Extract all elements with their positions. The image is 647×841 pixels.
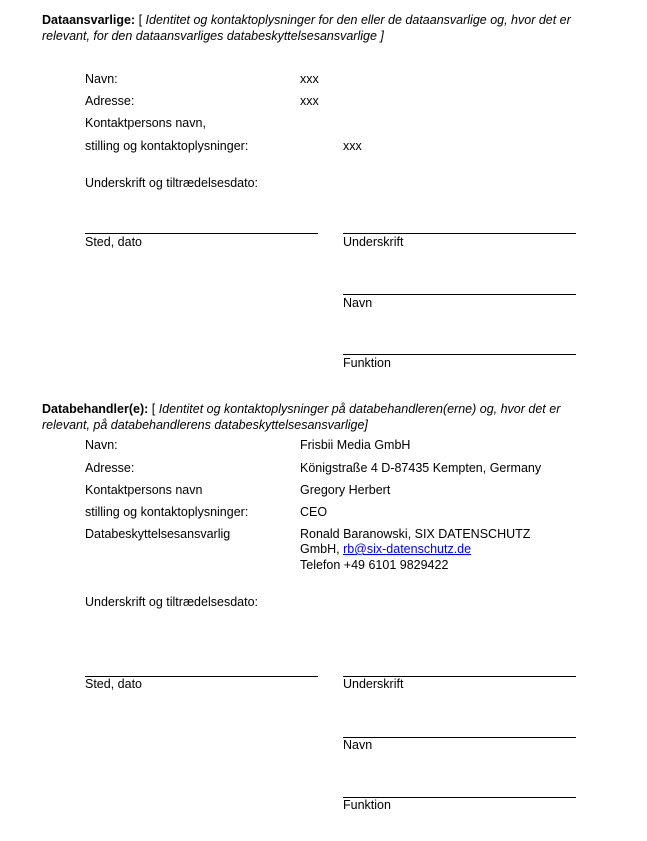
controller-place-date-caption: Sted, dato xyxy=(85,235,142,249)
processor-signature-caption: Underskrift xyxy=(343,677,404,691)
controller-address-value: xxx xyxy=(300,94,319,108)
controller-signature-date-label: Underskrift og tiltrædelsesdato: xyxy=(85,176,258,190)
processor-contact-value: Gregory Herbert xyxy=(300,483,391,497)
controller-name-line xyxy=(343,294,576,295)
processor-address-value: Königstraße 4 D-87435 Kempten, Germany xyxy=(300,461,542,475)
processor-dpo-line1: Ronald Baranowski, SIX DATENSCHUTZ xyxy=(300,527,531,541)
controller-name-caption: Navn xyxy=(343,296,373,310)
processor-dpo-phone: Telefon +49 6101 9829422 xyxy=(300,558,449,572)
processor-heading-bracket: [ xyxy=(148,402,159,416)
controller-contact-label-2: stilling og kontaktoplysninger: xyxy=(85,139,249,153)
processor-address-label: Adresse: xyxy=(85,461,135,475)
processor-dpo-label: Databeskyttelsesansvarlig xyxy=(85,527,231,541)
processor-dpo-email-link[interactable]: rb@six-datenschutz.de xyxy=(343,542,472,556)
processor-place-date-caption: Sted, dato xyxy=(85,677,142,691)
controller-name-label: Navn: xyxy=(85,72,118,86)
processor-dpo-line2 xyxy=(300,542,471,557)
controller-address-label: Adresse: xyxy=(85,94,135,108)
controller-heading-description: Identitet og kontaktoplysninger for den eller de dataansvarlige og, hvor det er relevant, for den dataansvarliges databeskyttelsesansvarlige ] xyxy=(42,13,571,43)
controller-name-value: xxx xyxy=(300,72,319,86)
processor-contact-label: Kontaktpersons navn xyxy=(85,483,203,497)
controller-contact-value: xxx xyxy=(343,139,362,153)
processor-heading-label: Databehandler(e): xyxy=(42,402,149,416)
processor-signature-date-label: Underskrift og tiltrædelsesdato: xyxy=(85,595,258,609)
processor-heading-description: Identitet og kontaktoplysninger på databehandleren(erne) og, hvor det er relevant, på databehandlerens databeskyttelsesansvarlige] xyxy=(42,402,561,432)
processor-title-value: CEO xyxy=(300,505,328,519)
controller-signature-line xyxy=(343,233,576,234)
controller-function-line xyxy=(343,354,576,355)
controller-contact-label-1: Kontaktpersons navn, xyxy=(85,116,206,130)
controller-function-caption: Funktion xyxy=(343,356,391,370)
processor-name-label: Navn: xyxy=(85,438,118,452)
controller-heading-bracket: [ xyxy=(135,13,146,27)
controller-heading xyxy=(42,12,602,44)
processor-name-caption: Navn xyxy=(343,738,373,752)
processor-heading xyxy=(42,401,602,433)
controller-place-date-line xyxy=(85,233,318,234)
processor-dpo-company-suffix: GmbH, xyxy=(300,542,344,556)
processor-function-caption: Funktion xyxy=(343,798,391,812)
processor-name-line xyxy=(343,737,576,738)
controller-signature-caption: Underskrift xyxy=(343,235,404,249)
controller-heading-label: Dataansvarlige: xyxy=(42,13,136,27)
processor-name-value: Frisbii Media GmbH xyxy=(300,438,411,452)
processor-title-label: stilling og kontaktoplysninger: xyxy=(85,505,249,519)
